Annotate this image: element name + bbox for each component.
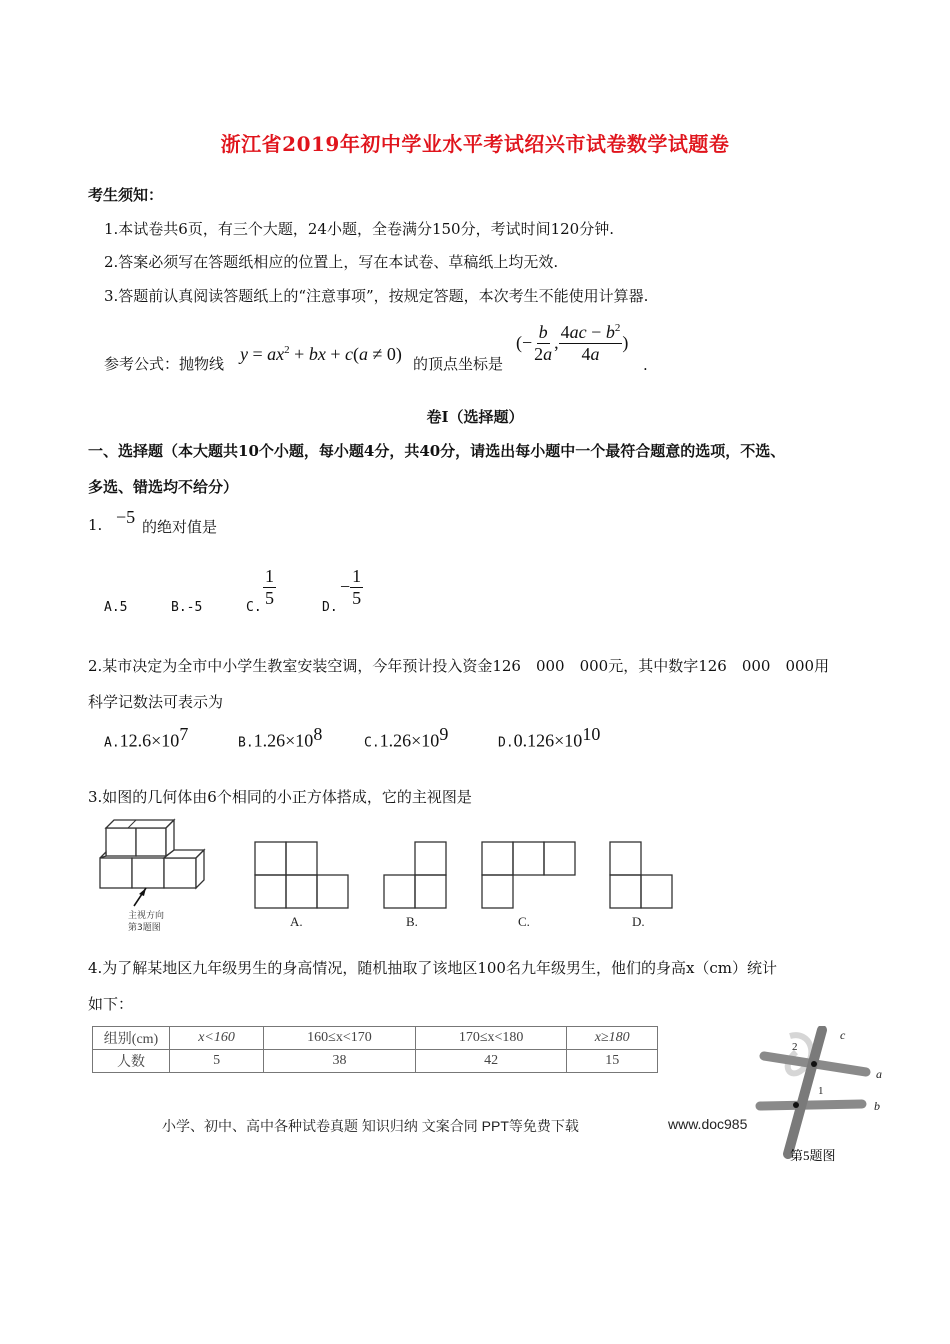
q2-option-exponent: 10 (582, 724, 601, 744)
label-b: b (874, 1099, 880, 1113)
q1-option-b: B.-5 (171, 600, 203, 615)
height-table (92, 1026, 658, 1073)
q2-option-mantissa: 0.126×10 (513, 730, 583, 751)
table-cell: 160≤x<170 (264, 1027, 416, 1050)
view-label-d: D. (632, 914, 645, 929)
q3-solid-figure (88, 814, 228, 934)
notice-item-2: 2.答案必须写在答题纸相应的位置上，写在本试卷、草稿纸上均无效. (104, 253, 559, 271)
view-label-b: B. (406, 914, 418, 929)
table-row (93, 1050, 658, 1073)
direction-label: 主视方向 (128, 911, 165, 921)
notice-heading: 考生须知： (88, 186, 164, 204)
q2-line1: 2.某市决定为全市中小学生教室安装空调，今年预计投入资金126 000 000元，其中数字126 000 000用 (88, 657, 830, 675)
view-label-a: A. (290, 914, 303, 929)
q3-answer-views (240, 822, 700, 934)
table-header-row (93, 1027, 658, 1050)
q1-text: 的绝对值是 (142, 518, 218, 536)
page-title: 浙江省2019年初中学业水平考试绍兴市试卷数学试题卷 (220, 132, 730, 156)
q2-option-mantissa: 1.26×10 (253, 730, 314, 751)
formula-prefix: 参考公式：抛物线 (104, 355, 225, 373)
table-cell: 38 (264, 1050, 416, 1073)
q1-number: 1. (88, 516, 103, 534)
table-cell: 42 (415, 1050, 567, 1073)
label-a: a (876, 1067, 882, 1081)
notice-item-1: 1.本试卷共6页，有三个大题，24小题，全卷满分150分，考试时间120分钟. (104, 220, 614, 238)
view-label-c: C. (518, 914, 530, 929)
q1-option-d: D. (322, 600, 338, 615)
parabola-formula: $y = ax^2$ + bx + c(a ≠ 0) (240, 344, 402, 364)
section-heading-line1: 一、选择题（本大题共10个小题，每小题4分，共40分，请选出每小题中一个最符合题意的选项，不选、 (88, 442, 786, 460)
label-c: c (840, 1028, 846, 1042)
q5-figure (750, 1026, 890, 1166)
section-title: 卷Ⅰ（选择题） (426, 408, 524, 426)
q2-option-mantissa: 1.26×10 (379, 730, 440, 751)
q1-option-c: C. (246, 600, 262, 615)
q2-option-exponent: 8 (313, 724, 323, 744)
notice-item-3: 3.答题前认真阅读答题纸上的“注意事项”，按规定答题，本次考生不能使用计算器. (104, 287, 649, 305)
footer-text: 小学、初中、高中各种试卷真题 知识归纳 文案合同 PPT等免费下载 (162, 1118, 579, 1134)
section-heading-line2: 多选、错选均不给分） (88, 478, 239, 496)
table-cell: 人数 (93, 1050, 170, 1073)
formula-mid: 的顶点坐标是 (413, 355, 504, 373)
q2-option-label: A. (104, 735, 120, 751)
vertex-formula: (− $\frac{b}{2a}$ , $\frac{4ac - b^2}{4a}$ ) (516, 322, 629, 364)
label-angle-2: 2 (792, 1041, 798, 1053)
q5-caption: 第5题图 (790, 1148, 836, 1163)
q1-option-a: A.5 (104, 600, 128, 615)
q2-option-d (498, 724, 600, 751)
q1-option-c-fraction: $\frac{1}{5}$ (265, 566, 274, 608)
table-cell: x<160 (170, 1027, 264, 1050)
table-cell: 15 (567, 1050, 658, 1073)
label-angle-1: 1 (818, 1085, 824, 1097)
table-cell: x≥180 (567, 1027, 658, 1050)
q2-option-label: D. (498, 735, 514, 751)
q4-line1: 4.为了解某地区九年级男生的身高情况，随机抽取了该地区100名九年级男生，他们的身高x（cm）统计 (88, 959, 778, 977)
q2-option-c (364, 724, 448, 751)
q2-option-label: B. (238, 735, 254, 751)
q1-option-d-fraction: − $\frac{1}{5}$ (340, 566, 362, 608)
q2-option-a (104, 724, 188, 751)
table-cell: 组别(cm) (93, 1027, 170, 1050)
table-cell: 170≤x<180 (415, 1027, 567, 1050)
formula-end: . (643, 356, 648, 374)
q2-option-label: C. (364, 735, 380, 751)
q2-line2: 科学记数法可表示为 (88, 693, 224, 711)
q3-text: 3.如图的几何体由6个相同的小正方体搭成，它的主视图是 (88, 788, 472, 806)
q1-value: −5 (116, 507, 136, 527)
q4-line2: 如下： (88, 995, 134, 1013)
figure-caption: 第3题图 (128, 923, 161, 933)
q2-option-mantissa: 12.6×10 (119, 730, 180, 751)
table-cell: 5 (170, 1050, 264, 1073)
footer-site-link[interactable]: www.doc985 (668, 1116, 748, 1132)
q2-option-exponent: 9 (439, 724, 449, 744)
q2-option-exponent: 7 (179, 724, 189, 744)
q2-option-b (238, 724, 322, 751)
